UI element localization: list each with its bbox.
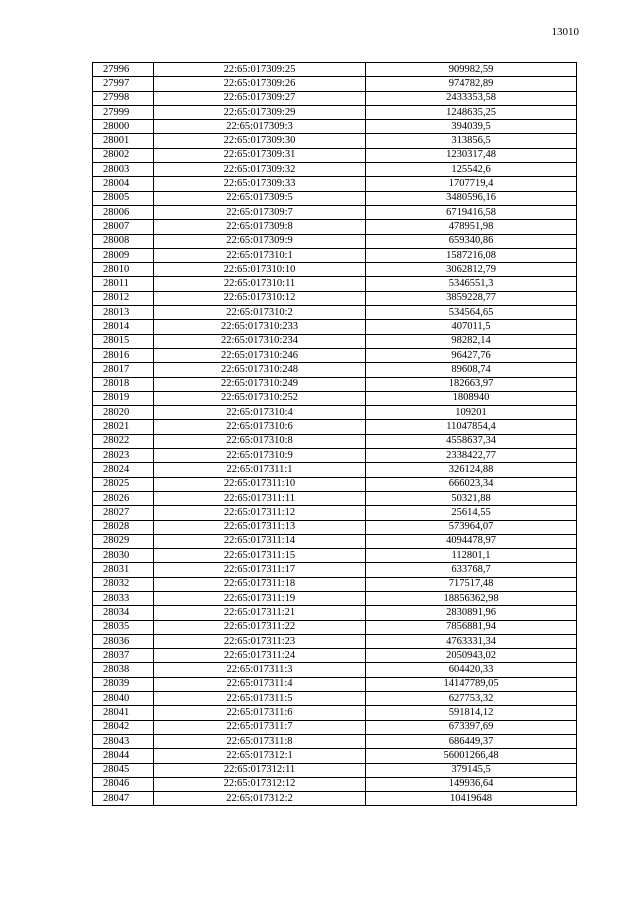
cadastral-number-cell: 22:65:017309:30	[154, 134, 366, 148]
table-row	[93, 391, 577, 405]
table-row	[93, 105, 577, 119]
row-number-cell: 28028	[93, 520, 154, 534]
table-row	[93, 792, 577, 806]
cadastral-number-cell: 22:65:017310:233	[154, 320, 366, 334]
table-row	[93, 677, 577, 691]
value-cell: 2830891,96	[366, 606, 577, 620]
table-row	[93, 220, 577, 234]
cadastral-number-cell: 22:65:017309:26	[154, 77, 366, 91]
row-number-cell: 28037	[93, 649, 154, 663]
table-row	[93, 306, 577, 320]
cadastral-number-cell: 22:65:017309:3	[154, 120, 366, 134]
table-row	[93, 205, 577, 219]
cadastral-number-cell: 22:65:017310:2	[154, 306, 366, 320]
cadastral-number-cell: 22:65:017311:12	[154, 506, 366, 520]
value-cell: 573964,07	[366, 520, 577, 534]
row-number-cell: 28020	[93, 406, 154, 420]
cadastral-number-cell: 22:65:017311:15	[154, 549, 366, 563]
table-row	[93, 692, 577, 706]
row-number-cell: 28002	[93, 148, 154, 162]
value-cell: 2338422,77	[366, 449, 577, 463]
cadastral-number-cell: 22:65:017309:7	[154, 205, 366, 219]
value-cell: 666023,34	[366, 477, 577, 491]
value-cell: 909982,59	[366, 63, 577, 77]
table-row	[93, 248, 577, 262]
row-number-cell: 28005	[93, 191, 154, 205]
cadastral-number-cell: 22:65:017311:11	[154, 491, 366, 505]
value-cell: 96427,76	[366, 348, 577, 362]
cadastral-number-cell: 22:65:017309:27	[154, 91, 366, 105]
table-row	[93, 77, 577, 91]
value-cell: 18856362,98	[366, 591, 577, 605]
cadastral-number-cell: 22:65:017309:32	[154, 163, 366, 177]
value-cell: 10419648	[366, 792, 577, 806]
cadastral-number-cell: 22:65:017310:9	[154, 449, 366, 463]
row-number-cell: 28025	[93, 477, 154, 491]
cadastral-number-cell: 22:65:017309:29	[154, 105, 366, 119]
value-cell: 1707719,4	[366, 177, 577, 191]
value-cell: 974782,89	[366, 77, 577, 91]
row-number-cell: 28035	[93, 620, 154, 634]
row-number-cell: 28047	[93, 792, 154, 806]
table-row	[93, 277, 577, 291]
value-cell: 98282,14	[366, 334, 577, 348]
row-number-cell: 28016	[93, 348, 154, 362]
cadastral-number-cell: 22:65:017311:8	[154, 734, 366, 748]
row-number-cell: 28006	[93, 205, 154, 219]
row-number-cell: 28034	[93, 606, 154, 620]
row-number-cell: 28031	[93, 563, 154, 577]
cadastral-number-cell: 22:65:017311:10	[154, 477, 366, 491]
value-cell: 326124,88	[366, 463, 577, 477]
row-number-cell: 28042	[93, 720, 154, 734]
table-row	[93, 620, 577, 634]
table-row	[93, 320, 577, 334]
cadastral-number-cell: 22:65:017310:4	[154, 406, 366, 420]
row-number-cell: 28001	[93, 134, 154, 148]
value-cell: 313856,5	[366, 134, 577, 148]
cadastral-number-cell: 22:65:017311:14	[154, 534, 366, 548]
table-row	[93, 363, 577, 377]
table-row	[93, 506, 577, 520]
table-row	[93, 763, 577, 777]
table-row	[93, 420, 577, 434]
cadastral-number-cell: 22:65:017312:2	[154, 792, 366, 806]
cadastral-number-cell: 22:65:017310:248	[154, 363, 366, 377]
table-row	[93, 663, 577, 677]
cadastral-number-cell: 22:65:017309:5	[154, 191, 366, 205]
cadastral-number-cell: 22:65:017309:25	[154, 63, 366, 77]
table-row	[93, 777, 577, 791]
data-table	[92, 62, 577, 806]
table-row	[93, 291, 577, 305]
table-body	[93, 63, 577, 806]
row-number-cell: 28008	[93, 234, 154, 248]
table-row	[93, 549, 577, 563]
value-cell: 3480596,16	[366, 191, 577, 205]
row-number-cell: 28024	[93, 463, 154, 477]
cadastral-number-cell: 22:65:017311:22	[154, 620, 366, 634]
row-number-cell: 28021	[93, 420, 154, 434]
row-number-cell: 28036	[93, 634, 154, 648]
table-row	[93, 234, 577, 248]
value-cell: 89608,74	[366, 363, 577, 377]
table-row	[93, 491, 577, 505]
row-number-cell: 28045	[93, 763, 154, 777]
row-number-cell: 28013	[93, 306, 154, 320]
table-row	[93, 649, 577, 663]
row-number-cell: 28027	[93, 506, 154, 520]
row-number-cell: 28004	[93, 177, 154, 191]
value-cell: 407011,5	[366, 320, 577, 334]
value-cell: 633768,7	[366, 563, 577, 577]
cadastral-number-cell: 22:65:017311:17	[154, 563, 366, 577]
value-cell: 627753,32	[366, 692, 577, 706]
row-number-cell: 28018	[93, 377, 154, 391]
value-cell: 604420,33	[366, 663, 577, 677]
row-number-cell: 28046	[93, 777, 154, 791]
row-number-cell: 28000	[93, 120, 154, 134]
value-cell: 25614,55	[366, 506, 577, 520]
table-row	[93, 520, 577, 534]
table-row	[93, 749, 577, 763]
row-number-cell: 28038	[93, 663, 154, 677]
table-row	[93, 406, 577, 420]
table-row	[93, 534, 577, 548]
row-number-cell: 28009	[93, 248, 154, 262]
table-row	[93, 563, 577, 577]
value-cell: 591814,12	[366, 706, 577, 720]
value-cell: 109201	[366, 406, 577, 420]
row-number-cell: 28015	[93, 334, 154, 348]
cadastral-number-cell: 22:65:017310:252	[154, 391, 366, 405]
row-number-cell: 28029	[93, 534, 154, 548]
value-cell: 182663,97	[366, 377, 577, 391]
table-row	[93, 177, 577, 191]
cadastral-number-cell: 22:65:017311:4	[154, 677, 366, 691]
row-number-cell: 28003	[93, 163, 154, 177]
value-cell: 1808940	[366, 391, 577, 405]
value-cell: 686449,37	[366, 734, 577, 748]
value-cell: 1587216,08	[366, 248, 577, 262]
cadastral-number-cell: 22:65:017311:1	[154, 463, 366, 477]
value-cell: 4558637,34	[366, 434, 577, 448]
cadastral-number-cell: 22:65:017309:8	[154, 220, 366, 234]
value-cell: 659340,86	[366, 234, 577, 248]
row-number-cell: 28039	[93, 677, 154, 691]
value-cell: 3062812,79	[366, 263, 577, 277]
value-cell: 6719416,58	[366, 205, 577, 219]
cadastral-number-cell: 22:65:017311:7	[154, 720, 366, 734]
table-row	[93, 734, 577, 748]
table-row	[93, 263, 577, 277]
page-number: 13010	[551, 26, 579, 38]
value-cell: 5346551,3	[366, 277, 577, 291]
table-row	[93, 477, 577, 491]
table-row	[93, 377, 577, 391]
cadastral-number-cell: 22:65:017312:1	[154, 749, 366, 763]
value-cell: 534564,65	[366, 306, 577, 320]
row-number-cell: 28040	[93, 692, 154, 706]
table-row	[93, 463, 577, 477]
table-row	[93, 348, 577, 362]
table-row	[93, 91, 577, 105]
table-row	[93, 163, 577, 177]
value-cell: 112801,1	[366, 549, 577, 563]
row-number-cell: 28010	[93, 263, 154, 277]
row-number-cell: 28014	[93, 320, 154, 334]
row-number-cell: 28032	[93, 577, 154, 591]
table-row	[93, 606, 577, 620]
cadastral-number-cell: 22:65:017310:6	[154, 420, 366, 434]
row-number-cell: 28012	[93, 291, 154, 305]
value-cell: 4094478,97	[366, 534, 577, 548]
table-row	[93, 577, 577, 591]
table-row	[93, 148, 577, 162]
row-number-cell: 28026	[93, 491, 154, 505]
table-row	[93, 63, 577, 77]
row-number-cell: 28011	[93, 277, 154, 291]
value-cell: 673397,69	[366, 720, 577, 734]
value-cell: 149936,64	[366, 777, 577, 791]
table-row	[93, 191, 577, 205]
cadastral-number-cell: 22:65:017311:19	[154, 591, 366, 605]
row-number-cell: 28019	[93, 391, 154, 405]
row-number-cell: 28041	[93, 706, 154, 720]
table-row	[93, 134, 577, 148]
row-number-cell: 28030	[93, 549, 154, 563]
cadastral-number-cell: 22:65:017311:23	[154, 634, 366, 648]
row-number-cell: 28017	[93, 363, 154, 377]
row-number-cell: 27998	[93, 91, 154, 105]
cadastral-number-cell: 22:65:017309:31	[154, 148, 366, 162]
value-cell: 4763331,34	[366, 634, 577, 648]
cadastral-number-cell: 22:65:017310:8	[154, 434, 366, 448]
table-row	[93, 120, 577, 134]
cadastral-number-cell: 22:65:017311:5	[154, 692, 366, 706]
table-row	[93, 634, 577, 648]
value-cell: 394039,5	[366, 120, 577, 134]
row-number-cell: 28022	[93, 434, 154, 448]
cadastral-number-cell: 22:65:017312:11	[154, 763, 366, 777]
value-cell: 2050943,02	[366, 649, 577, 663]
row-number-cell: 27999	[93, 105, 154, 119]
row-number-cell: 28043	[93, 734, 154, 748]
value-cell: 379145,5	[366, 763, 577, 777]
cadastral-number-cell: 22:65:017311:21	[154, 606, 366, 620]
value-cell: 14147789,05	[366, 677, 577, 691]
row-number-cell: 28033	[93, 591, 154, 605]
value-cell: 1248635,25	[366, 105, 577, 119]
value-cell: 3859228,77	[366, 291, 577, 305]
row-number-cell: 27996	[93, 63, 154, 77]
cadastral-number-cell: 22:65:017310:1	[154, 248, 366, 262]
value-cell: 125542,6	[366, 163, 577, 177]
table-row	[93, 434, 577, 448]
cadastral-number-cell: 22:65:017311:13	[154, 520, 366, 534]
table-row	[93, 720, 577, 734]
cadastral-number-cell: 22:65:017310:234	[154, 334, 366, 348]
value-cell: 717517,48	[366, 577, 577, 591]
cadastral-number-cell: 22:65:017310:11	[154, 277, 366, 291]
cadastral-number-cell: 22:65:017310:249	[154, 377, 366, 391]
cadastral-number-cell: 22:65:017309:33	[154, 177, 366, 191]
value-cell: 1230317,48	[366, 148, 577, 162]
value-cell: 478951,98	[366, 220, 577, 234]
cadastral-number-cell: 22:65:017311:6	[154, 706, 366, 720]
row-number-cell: 28023	[93, 449, 154, 463]
cadastral-number-cell: 22:65:017310:12	[154, 291, 366, 305]
cadastral-number-cell: 22:65:017311:24	[154, 649, 366, 663]
cadastral-number-cell: 22:65:017310:10	[154, 263, 366, 277]
value-cell: 56001266,48	[366, 749, 577, 763]
row-number-cell: 28007	[93, 220, 154, 234]
value-cell: 50321,88	[366, 491, 577, 505]
cadastral-number-cell: 22:65:017310:246	[154, 348, 366, 362]
table-row	[93, 591, 577, 605]
row-number-cell: 28044	[93, 749, 154, 763]
table-row	[93, 706, 577, 720]
cadastral-number-cell: 22:65:017309:9	[154, 234, 366, 248]
value-cell: 7856881,94	[366, 620, 577, 634]
cadastral-number-cell: 22:65:017311:3	[154, 663, 366, 677]
table-row	[93, 334, 577, 348]
cadastral-number-cell: 22:65:017312:12	[154, 777, 366, 791]
value-cell: 2433353,58	[366, 91, 577, 105]
cadastral-number-cell: 22:65:017311:18	[154, 577, 366, 591]
value-cell: 11047854,4	[366, 420, 577, 434]
row-number-cell: 27997	[93, 77, 154, 91]
table-row	[93, 449, 577, 463]
